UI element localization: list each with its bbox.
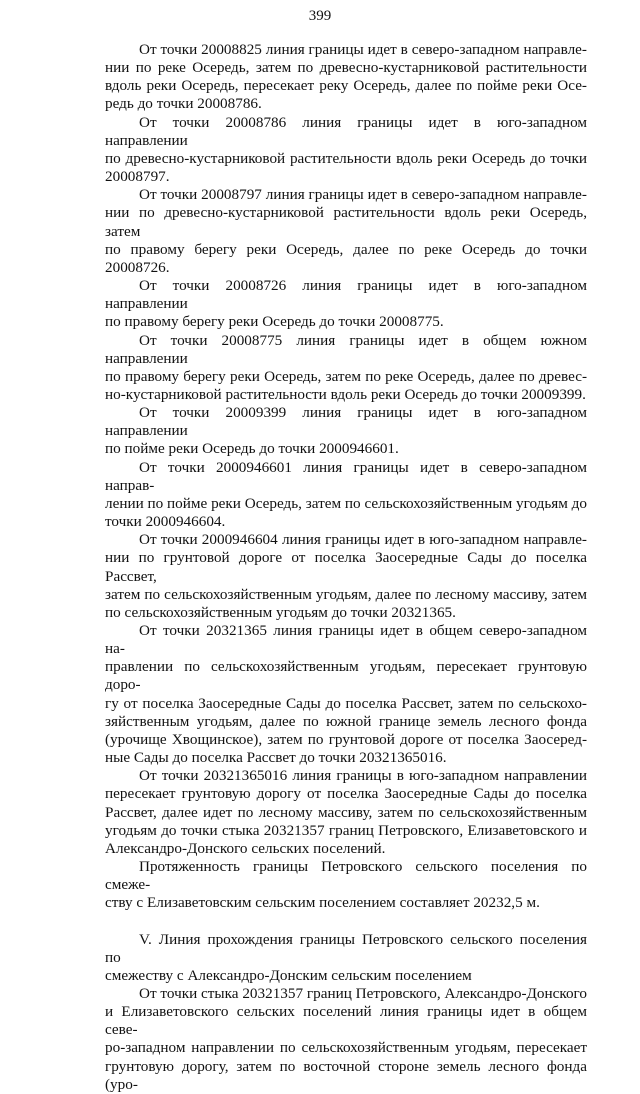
text-line: Протяженность границы Петровского сельского поселения по смеже- (105, 858, 587, 894)
text-line: пересекает грунтовую дорогу от поселка Заосередные Сады до поселка (105, 785, 587, 803)
final-paragraph (105, 985, 587, 1094)
paragraph (105, 332, 587, 405)
text-line: и Елизаветовского сельских поселений линия границы идет в общем севе- (105, 1003, 587, 1039)
text-line: От точки 20008797 линия границы идет в северо-западном направле- (139, 186, 587, 204)
paragraph (105, 459, 587, 532)
section-gap (105, 913, 587, 931)
page-number: 399 (308, 8, 332, 24)
text-line: по пойме реки Осередь до точки 2000946601. (105, 440, 399, 458)
paragraph (105, 114, 587, 187)
text-line: точки 2000946604. (105, 513, 226, 531)
paragraph (105, 277, 587, 331)
text-line: ству с Елизаветовским сельским поселением составляет 20232,5 м. (105, 894, 540, 912)
text-line: но-кустарниковой растительности вдоль реки Осередь до точки 20009399. (105, 385, 586, 403)
text-line: вдоль реки Осередь, пересекает реку Осередь, далее по пойме реки Осе- (105, 77, 587, 95)
text-line: по правому берегу реки Осередь, далее по реке Осередь до точки (105, 240, 587, 258)
text-line: Рассвет, далее идет по лесному массиву, затем по сельскохозяйственным (105, 803, 587, 821)
page-body (105, 41, 587, 1094)
text-line: лении по пойме реки Осередь, затем по сельскохозяйственным угодьям до (105, 494, 587, 512)
section-heading-text (105, 931, 587, 985)
paragraph (105, 858, 587, 912)
paragraph (105, 186, 587, 277)
text-line: 20008797. (105, 168, 170, 186)
paragraph (105, 404, 587, 458)
paragraph (105, 985, 587, 1094)
text-line: От точки 20321365016 линия границы в юго-западном направлении (139, 767, 587, 785)
text-line: по древесно-кустарниковой растительности вдоль реки Осередь до точки (105, 149, 587, 167)
paragraph-list (105, 41, 587, 913)
text-line: нии по реке Осередь, затем по древесно-кустарниковой растительности (105, 59, 587, 77)
text-line: угодьям до точки стыка 20321357 границ Петровского, Елизаветовского и (105, 821, 587, 839)
text-line: От точки стыка 20321357 границ Петровского, Александро-Донского (139, 984, 587, 1002)
text-line: От точки 20321365 линия границы идет в общем северо-западном на- (105, 622, 587, 658)
text-line: V. Линия прохождения границы Петровского сельского поселения по (105, 930, 587, 966)
text-line: по правому берегу реки Осередь до точки 20008775. (105, 313, 444, 331)
text-line: по правому берегу реки Осередь, затем по реке Осередь, далее по древес- (105, 367, 587, 385)
text-line: 20008726. (105, 258, 170, 276)
paragraph (105, 622, 587, 767)
text-line: затем по сельскохозяйственным угодьям, далее по лесному массиву, затем (105, 585, 587, 603)
text-line: смежеству с Александро-Донским сельским поселением (105, 966, 472, 984)
text-line: нии по грунтовой дороге от поселка Заосередные Сады до поселка Рассвет, (105, 549, 587, 585)
text-line: От точки 20008726 линия границы идет в юго-западном направлении (105, 277, 587, 313)
paragraph (105, 41, 587, 114)
text-line: гу от поселка Заосередные Сады до поселка Рассвет, затем по сельскохо- (105, 694, 587, 712)
text-line: по сельскохозяйственным угодьям до точки 20321365. (105, 603, 456, 621)
text-line: От точки 2000946604 линия границы идет в юго-западном направле- (139, 531, 587, 549)
text-line: Александро-Донского сельских поселений. (105, 839, 386, 857)
text-line: От точки 20008786 линия границы идет в юго-западном направлении (105, 113, 587, 149)
text-line: ные Сады до поселка Рассвет до точки 20321365016. (105, 749, 447, 767)
text-line: (урочище Хвощинское), затем по грунтовой дороге от поселка Заосеред- (105, 730, 587, 748)
text-line: От точки 20008825 линия границы идет в северо-западном направле- (139, 41, 587, 58)
text-line: зяйственным угодьям, далее по южной границе земель лесного фонда (105, 712, 587, 730)
paragraph (105, 531, 587, 622)
text-line: правлении по сельскохозяйственным угодьям, пересекает грунтовую доро- (105, 658, 587, 694)
text-line: ро-западном направлении по сельскохозяйственным угодьям, пересекает (105, 1039, 587, 1057)
text-line: нии по древесно-кустарниковой растительности вдоль реки Осередь, затем (105, 204, 587, 240)
text-line: От точки 2000946601 линия границы идет в северо-западном направ- (105, 458, 587, 494)
text-line: редь до точки 20008786. (105, 95, 262, 113)
text-line: От точки 20009399 линия границы идет в юго-западном направлении (105, 404, 587, 440)
text-line: грунтовую дорогу, затем по восточной стороне земель лесного фонда (уро- (105, 1057, 587, 1093)
text-line: От точки 20008775 линия границы идет в общем южном направлении (105, 331, 587, 367)
section-heading (105, 931, 587, 985)
paragraph (105, 767, 587, 858)
